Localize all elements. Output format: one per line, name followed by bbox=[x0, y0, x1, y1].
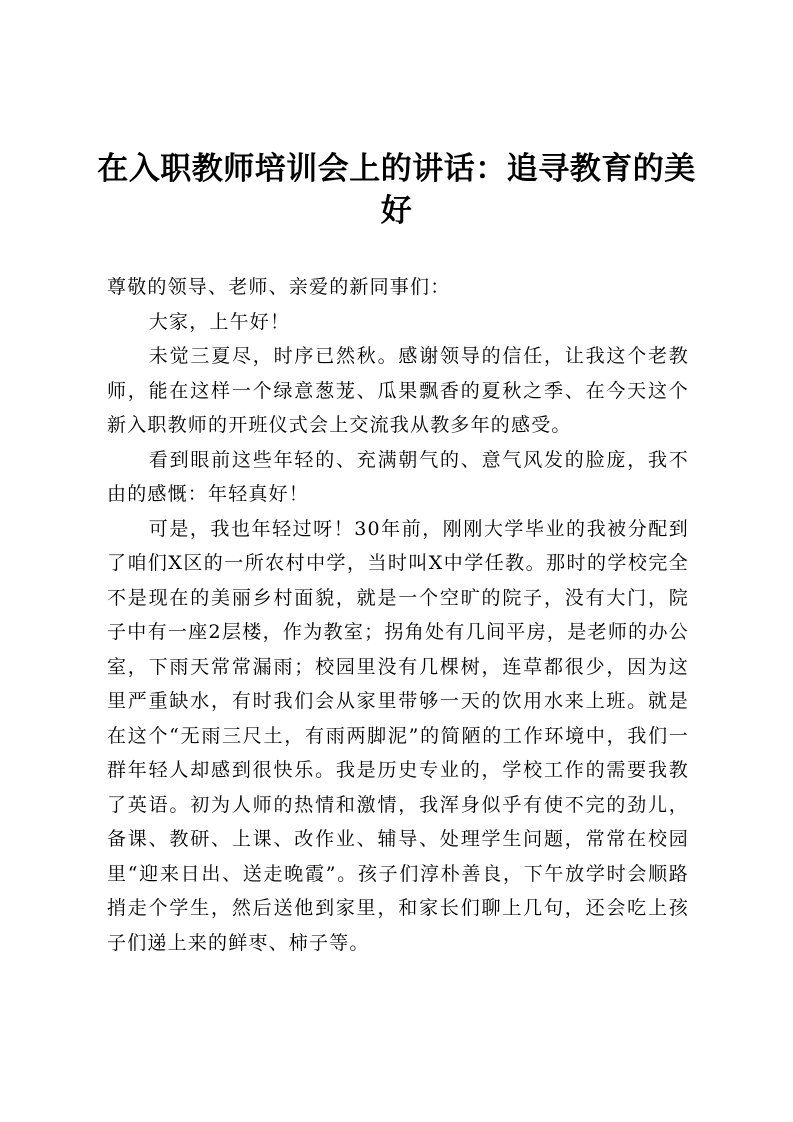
document-body bbox=[107, 270, 689, 960]
paragraph-memories: 可是，我也年轻过呀！30年前，刚刚大学毕业的我被分配到了咱们X区的一所农村中学，当时叫X中学任教。那时的学校完全不是现在的美丽乡村面貌，就是一个空旷的院子，没有大门，院子中有一座2层楼，作为教室；拐角处有几间平房，是老师的办公室，下雨天常常漏雨；校园里没有几棵树，连草都很少，因为这里严重缺水，有时我们会从家里带够一天的饮用水来上班。就是在这个“无雨三尺土，有雨两脚泥”的简陋的工作环境中，我们一群年轻人却感到很快乐。我是历史专业的，学校工作的需要我教了英语。初为人师的热情和激情，我浑身似乎有使不完的劲儿，备课、教研、上课、改作业、辅导、处理学生问题，常常在校园里“迎来日出、送走晚霞”。孩子们淳朴善良，下午放学时会顺路捎走个学生，然后送他到家里，和家长们聊上几句，还会吃上孩子们递上来的鲜枣、柿子等。 bbox=[107, 517, 689, 954]
paragraph-gratitude: 未觉三夏尽，时序已然秋。感谢领导的信任，让我这个老教师，能在这样一个绿意葱茏、瓜果飘香的夏秋之季、在今天这个新入职教师的开班仪式会上交流我从教多年的感受。 bbox=[107, 345, 689, 436]
document-title: 在入职教师培训会上的讲话：追寻教育的美好 bbox=[97, 151, 696, 229]
paragraph-greeting: 大家，上午好！ bbox=[148, 310, 291, 333]
paragraph-youth: 看到眼前这些年轻的、充满朝气的、意气风发的脸庞，我不由的感慨：年轻真好！ bbox=[107, 448, 689, 505]
salutation: 尊敬的领导、老师、亲爱的新同事们： bbox=[107, 276, 451, 298]
